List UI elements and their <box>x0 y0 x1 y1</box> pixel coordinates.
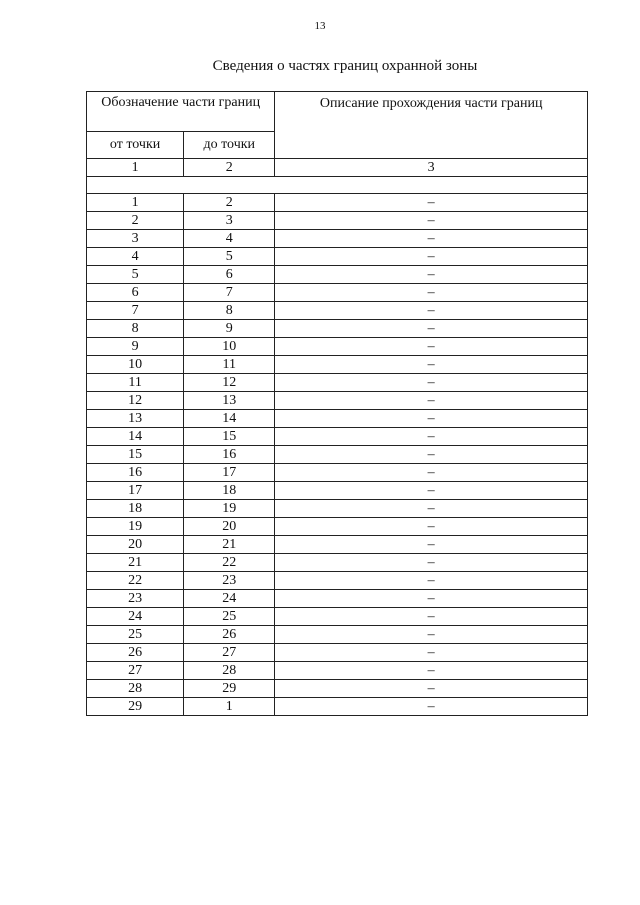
description-cell: – <box>275 680 588 698</box>
from-point-cell: 25 <box>87 626 184 644</box>
from-point-cell: 29 <box>87 698 184 716</box>
description-cell: – <box>275 572 588 590</box>
from-point-cell: 20 <box>87 536 184 554</box>
from-point-cell: 28 <box>87 680 184 698</box>
to-point-cell: 27 <box>184 644 275 662</box>
to-point-cell: 13 <box>184 392 275 410</box>
description-cell: – <box>275 410 588 428</box>
to-point-cell: 4 <box>184 230 275 248</box>
description-cell: – <box>275 518 588 536</box>
description-cell: – <box>275 482 588 500</box>
description-cell: – <box>275 626 588 644</box>
table-row <box>87 428 588 446</box>
description-cell: – <box>275 590 588 608</box>
from-point-cell: 17 <box>87 482 184 500</box>
to-point-cell: 23 <box>184 572 275 590</box>
header-designation: Обозначение части границ <box>87 92 275 132</box>
to-point-cell: 19 <box>184 500 275 518</box>
from-point-cell: 1 <box>87 194 184 212</box>
to-point-cell: 2 <box>184 194 275 212</box>
description-cell: – <box>275 608 588 626</box>
to-point-cell: 1 <box>184 698 275 716</box>
to-point-cell: 12 <box>184 374 275 392</box>
spacer-row <box>87 177 588 194</box>
table-row <box>87 392 588 410</box>
from-point-cell: 19 <box>87 518 184 536</box>
to-point-cell: 7 <box>184 284 275 302</box>
description-cell: – <box>275 194 588 212</box>
from-point-cell: 8 <box>87 320 184 338</box>
description-cell: – <box>275 662 588 680</box>
table-row <box>87 302 588 320</box>
table-row <box>87 572 588 590</box>
table-row <box>87 266 588 284</box>
from-point-cell: 14 <box>87 428 184 446</box>
from-point-cell: 16 <box>87 464 184 482</box>
to-point-cell: 29 <box>184 680 275 698</box>
from-point-cell: 2 <box>87 212 184 230</box>
description-cell: – <box>275 338 588 356</box>
from-point-cell: 22 <box>87 572 184 590</box>
to-point-cell: 3 <box>184 212 275 230</box>
column-number-1: 1 <box>87 159 184 177</box>
table-row <box>87 230 588 248</box>
from-point-cell: 13 <box>87 410 184 428</box>
header-description: Описание прохождения части границ <box>275 92 588 159</box>
description-cell: – <box>275 644 588 662</box>
document-title: Сведения о частях границ охранной зоны <box>212 58 478 74</box>
table-row <box>87 698 588 716</box>
table-header-row <box>87 92 588 132</box>
from-point-cell: 4 <box>87 248 184 266</box>
table-row <box>87 194 588 212</box>
from-point-cell: 7 <box>87 302 184 320</box>
to-point-cell: 18 <box>184 482 275 500</box>
to-point-cell: 6 <box>184 266 275 284</box>
from-point-cell: 10 <box>87 356 184 374</box>
to-point-cell: 10 <box>184 338 275 356</box>
description-cell: – <box>275 320 588 338</box>
description-cell: – <box>275 302 588 320</box>
table-row <box>87 374 588 392</box>
table-row <box>87 680 588 698</box>
from-point-cell: 24 <box>87 608 184 626</box>
from-point-cell: 18 <box>87 500 184 518</box>
description-cell: – <box>275 248 588 266</box>
column-number-row <box>87 159 588 177</box>
from-point-cell: 12 <box>87 392 184 410</box>
from-point-cell: 21 <box>87 554 184 572</box>
table-row <box>87 320 588 338</box>
table-row <box>87 212 588 230</box>
table-row <box>87 500 588 518</box>
to-point-cell: 20 <box>184 518 275 536</box>
spacer-cell <box>87 177 588 194</box>
from-point-cell: 11 <box>87 374 184 392</box>
description-cell: – <box>275 284 588 302</box>
table-row <box>87 518 588 536</box>
to-point-cell: 21 <box>184 536 275 554</box>
from-point-cell: 3 <box>87 230 184 248</box>
table-row <box>87 608 588 626</box>
table-row <box>87 338 588 356</box>
table-row <box>87 554 588 572</box>
to-point-cell: 26 <box>184 626 275 644</box>
table-row <box>87 446 588 464</box>
to-point-cell: 16 <box>184 446 275 464</box>
description-cell: – <box>275 536 588 554</box>
table-row <box>87 644 588 662</box>
description-cell: – <box>275 392 588 410</box>
to-point-cell: 11 <box>184 356 275 374</box>
description-cell: – <box>275 464 588 482</box>
from-point-cell: 15 <box>87 446 184 464</box>
from-point-cell: 23 <box>87 590 184 608</box>
description-cell: – <box>275 356 588 374</box>
to-point-cell: 24 <box>184 590 275 608</box>
to-point-cell: 22 <box>184 554 275 572</box>
to-point-cell: 14 <box>184 410 275 428</box>
from-point-cell: 27 <box>87 662 184 680</box>
table-row <box>87 662 588 680</box>
to-point-cell: 8 <box>184 302 275 320</box>
table-row <box>87 284 588 302</box>
table-row <box>87 536 588 554</box>
to-point-cell: 25 <box>184 608 275 626</box>
description-cell: – <box>275 554 588 572</box>
table-row <box>87 464 588 482</box>
table-row <box>87 410 588 428</box>
description-cell: – <box>275 500 588 518</box>
column-number-3: 3 <box>275 159 588 177</box>
table-row <box>87 356 588 374</box>
boundary-parts-table <box>86 91 588 716</box>
table-row <box>87 590 588 608</box>
column-number-2: 2 <box>184 159 275 177</box>
table-row <box>87 248 588 266</box>
page-number: 13 <box>314 20 326 32</box>
table-row <box>87 482 588 500</box>
from-point-cell: 6 <box>87 284 184 302</box>
description-cell: – <box>275 374 588 392</box>
to-point-cell: 15 <box>184 428 275 446</box>
description-cell: – <box>275 230 588 248</box>
to-point-cell: 28 <box>184 662 275 680</box>
from-point-cell: 9 <box>87 338 184 356</box>
from-point-cell: 26 <box>87 644 184 662</box>
description-cell: – <box>275 266 588 284</box>
table-row <box>87 626 588 644</box>
to-point-cell: 17 <box>184 464 275 482</box>
description-cell: – <box>275 428 588 446</box>
header-to-point: до точки <box>184 132 275 159</box>
to-point-cell: 9 <box>184 320 275 338</box>
to-point-cell: 5 <box>184 248 275 266</box>
from-point-cell: 5 <box>87 266 184 284</box>
description-cell: – <box>275 446 588 464</box>
header-from-point: от точки <box>87 132 184 159</box>
description-cell: – <box>275 212 588 230</box>
description-cell: – <box>275 698 588 716</box>
